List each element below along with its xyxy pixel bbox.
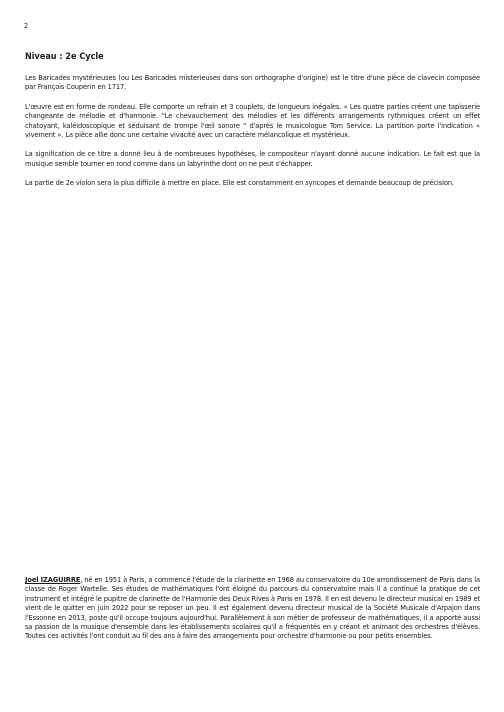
main-content xyxy=(25,52,480,198)
paragraph-title-meaning: La signification de ce titre a donné lieu à de nombreuses hypothèses, le compositeur n'ayant donné aucune indication. Le fait est que la musique semble tourner en rond comme dans un labyrinthe dont on ne peut s'échapper. xyxy=(25,149,480,168)
paragraph-violin-part: La partie de 2e violon sera la plus difficile à mettre en place. Elle est constamment en syncopes et demande beaucoup de précision. xyxy=(25,178,454,188)
paragraph-form: L'œuvre est en forme de rondeau. Elle comporte un refrain et 3 couplets, de longueurs inégales. « Les quatre parties créent une tapisserie changeante de mélodie et d'harmonie. "Le chevauchement des mélodies et les différents arrangements rythmiques créent un effet chatoyant, kaléidoscopique et séduisant de trompe l'œil sonore " d'après le musicologue Tom Service. La partition porte l'indication « vivement ». La pièce allie donc une certaine vivacité avec un caractère mélancolique et mystérieux. xyxy=(25,101,480,140)
paragraph-intro: Les Baricades mystérieuses (ou Les Baricades misterieuses dans son orthographe d'origine) est le titre d'une pièce de clavecin composée par François Couperin en 1717. xyxy=(25,73,480,92)
niveau-title: Niveau : 2e Cycle xyxy=(25,52,104,62)
author-biography xyxy=(25,575,480,641)
author-bio-text: , né en 1951 à Paris, a commencé l'étude de la clarinette en 1968 au conservatoire du 10e arrondissement de Paris dans la classe de Roger Wartelle. Ses études de mathématiques l'ont éloigné du parcours du conservatoire mais il a continué la pratique de cet instrument et intégré le pupitre de clarinette de l'Harmonie des Deux Rives à Paris en 1978. Il en est devenu le directeur musical en 1989 et vient de le quitter en juin 2022 pour se reposer un peu. Il est également devenu directeur musical de la Société Musicale d'Arpajon dans l'Essonne en 2013, poste qu'il occupe toujours aujourd'hui. Parallèlement à son métier de professeur de mathématiques, il a apporté aussi sa passion de la musique d'ensemble dans les établissements scolaires qu'il a fréquentés en y créant et animant des orchestres d'élèves. Toutes ces activités l'ont conduit au fil des ans à faire des arrangements pour orchestre d'harmonie ou pour petits ensembles. xyxy=(25,575,480,641)
author-name: Joel IZAGUIRRE xyxy=(25,575,81,584)
page-number: 2 xyxy=(24,22,29,30)
